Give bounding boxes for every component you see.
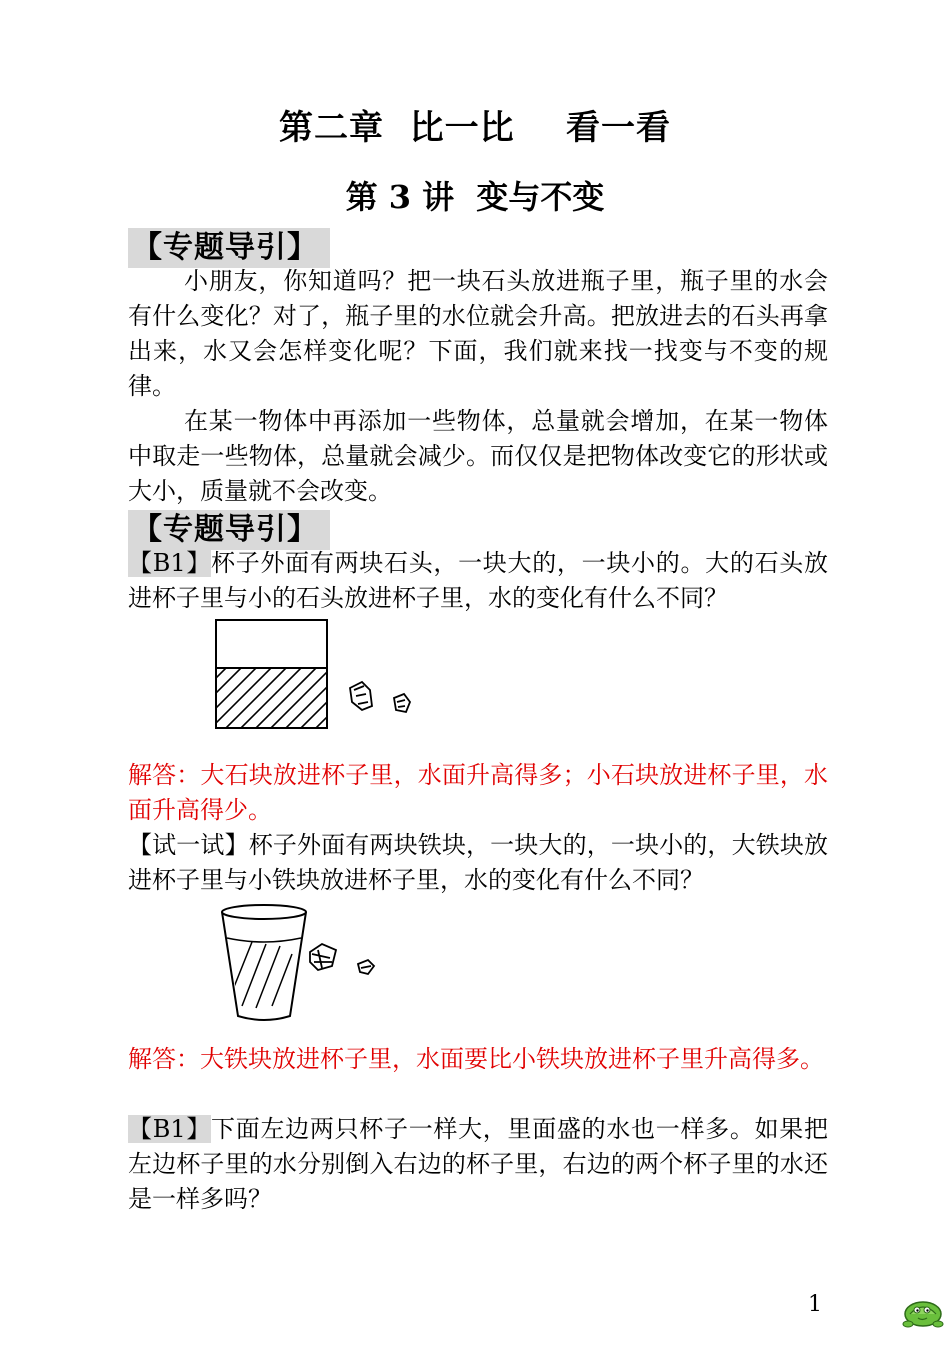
page-number: 1 [808,1292,822,1317]
section-heading: 【专题导引】 [128,510,330,550]
section-heading: 【专题导引】 [128,228,330,268]
intro-paragraph-2: 在某一物体中再添加一些物体，总量就会增加，在某一物体中取走一些物体，总量就会减少。而仅仅是把物体改变它的形状或大小，质量就不会改变。 [128,407,828,505]
large-iron-block-icon [310,944,336,970]
container-with-stones-illustration [206,616,416,734]
answer-1: 解答：大石块放进杯子里，水面升高得多；小石块放进杯子里，水面升高得少。 [128,761,828,824]
lecture-title: 第 3 讲 变与不变 [345,178,605,216]
try-tag: 【试一试】 [128,831,249,859]
turtle-icon [900,1290,946,1330]
large-stone-icon [350,682,372,710]
question-tag: 【B1】 [128,549,212,577]
question-tag: 【B1】 [128,1115,212,1143]
question-2 [128,1112,828,1217]
glass-with-iron-blocks-illustration [218,902,383,1024]
small-stone-icon [394,694,410,712]
question-text: 下面左边两只杯子一样大，里面盛的水也一样多。如果把左边杯子里的水分别倒入右边的杯子里，右边的两个杯子里的水还是一样多吗？ [128,1115,829,1213]
intro-paragraph-1: 小朋友，你知道吗？把一块石头放进瓶子里，瓶子里的水会有什么变化？对了，瓶子里的水位就会升高。把放进去的石头再拿出来，水又会怎样变化呢？下面，我们就来找一找变与不变的规律。 [128,267,828,400]
answer-2: 解答：大铁块放进杯子里，水面要比小铁块放进杯子里升高得多。 [128,1045,824,1073]
try-text: 杯子外面有两块铁块，一块大的，一块小的，大铁块放进杯子里与小铁块放进杯子里，水的变化有什么不同？ [128,831,829,894]
chapter-title: 第二章 比一比 看一看 [278,108,672,148]
small-iron-block-icon [358,960,374,974]
question-text: 杯子外面有两块石头，一块大的，一块小的。大的石头放进杯子里与小的石头放进杯子里，水的变化有什么不同？ [128,549,829,612]
try-question [128,828,828,898]
question-1 [128,546,828,616]
